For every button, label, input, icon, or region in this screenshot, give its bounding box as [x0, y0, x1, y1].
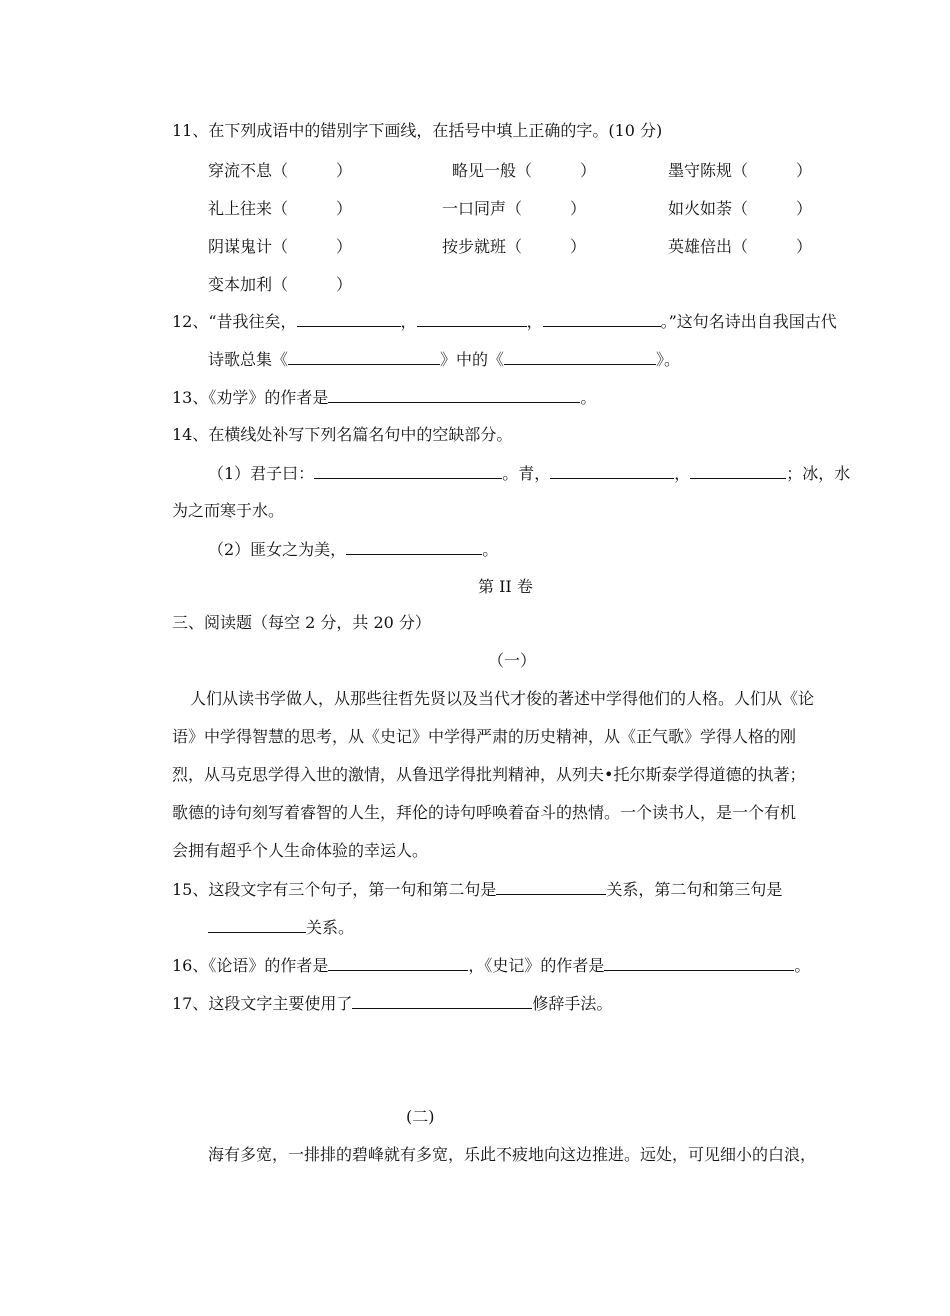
- passage-1-line-2: 语》中学得智慧的思考，从《史记》中学得严肃的历史精神，从《正气歌》学得人格的刚: [172, 727, 797, 746]
- question-13: 13、《劝学》的作者是 。: [172, 388, 597, 407]
- part-2-heading: (二): [406, 1107, 435, 1126]
- idiom-5: 一口同声（ ）: [442, 199, 587, 218]
- idiom-2: 略见一般（ ）: [452, 161, 597, 180]
- blank-15-1[interactable]: [496, 878, 606, 895]
- passage-1-line-4: 歌德的诗句刻写着睿智的人生，拜伦的诗句呼唤着奋斗的热情。一个读书人，是一个有机: [172, 803, 797, 822]
- idiom-8: 按步就班（ ）: [442, 237, 587, 256]
- idiom-3: 墨守陈规（ ）: [668, 161, 813, 180]
- question-12-line-1: 12、“昔我往矣， ， ， 。”这句名诗出自我国古代: [172, 312, 837, 331]
- idiom-10: 变本加利（ ）: [208, 275, 353, 294]
- blank-14-4[interactable]: [346, 538, 482, 555]
- question-16: 16、《论语》的作者是 ，《史记》的作者是 。: [172, 956, 811, 975]
- blank-15-2[interactable]: [208, 916, 306, 933]
- blank-16-2[interactable]: [604, 954, 794, 971]
- idiom-4: 礼上往来（ ）: [208, 199, 353, 218]
- section-3-heading: 三、阅读题（每空 2 分，共 20 分）: [172, 613, 431, 632]
- question-14-line-1: （1）君子曰： 。青， ， ；冰，水: [208, 464, 851, 483]
- question-14-line-1-cont: 为之而寒于水。: [172, 501, 285, 520]
- blank-14-2[interactable]: [550, 462, 674, 479]
- idiom-7: 阴谋鬼计（ ）: [208, 237, 353, 256]
- blank-12-5[interactable]: [504, 348, 656, 365]
- question-11-stem: 11、在下列成语中的错别字下画线，在括号中填上正确的字。(10 分): [172, 121, 663, 140]
- passage-1-line-5: 会拥有超乎个人生命体验的幸运人。: [172, 841, 429, 860]
- idiom-1: 穿流不息（ ）: [208, 161, 353, 180]
- passage-1-line-3: 烈，从马克思学得入世的激情，从鲁迅学得批判精神，从列夫•托尔斯泰学得道德的执著；: [172, 765, 806, 784]
- question-17: 17、这段文字主要使用了 修辞手法。: [172, 994, 613, 1013]
- passage-2-line-1: 海有多宽，一排排的碧峰就有多宽，乐此不疲地向这边推进。远处，可见细小的白浪，: [208, 1145, 817, 1164]
- volume-heading: 第 II 卷: [478, 577, 533, 596]
- question-14-stem: 14、在横线处补写下列名篇名句中的空缺部分。: [172, 425, 513, 444]
- blank-14-1[interactable]: [314, 462, 502, 479]
- blank-13[interactable]: [328, 386, 580, 403]
- blank-12-4[interactable]: [288, 348, 440, 365]
- question-14-line-2: （2）匪女之为美， 。: [208, 540, 499, 559]
- part-1-heading: （一）: [488, 651, 537, 670]
- blank-16-1[interactable]: [328, 954, 468, 971]
- question-15-line-2: 关系。: [208, 916, 354, 939]
- question-15-line-1: 15、这段文字有三个句子，第一句和第二句是 关系，第二句和第三句是: [172, 880, 783, 899]
- blank-12-2[interactable]: [417, 310, 527, 327]
- blank-17[interactable]: [352, 992, 532, 1009]
- passage-1-line-1: 人们从读书学做人，从那些往哲先贤以及当代才俊的著述中学得他们的人格。人们从《论: [190, 689, 815, 708]
- blank-12-3[interactable]: [543, 310, 661, 327]
- idiom-6: 如火如荼（ ）: [668, 199, 813, 218]
- question-12-line-2: 诗歌总集《 》中的《 》。: [208, 350, 681, 369]
- blank-12-1[interactable]: [297, 310, 401, 327]
- idiom-9: 英雄倍出（ ）: [668, 237, 813, 256]
- blank-14-3[interactable]: [690, 462, 786, 479]
